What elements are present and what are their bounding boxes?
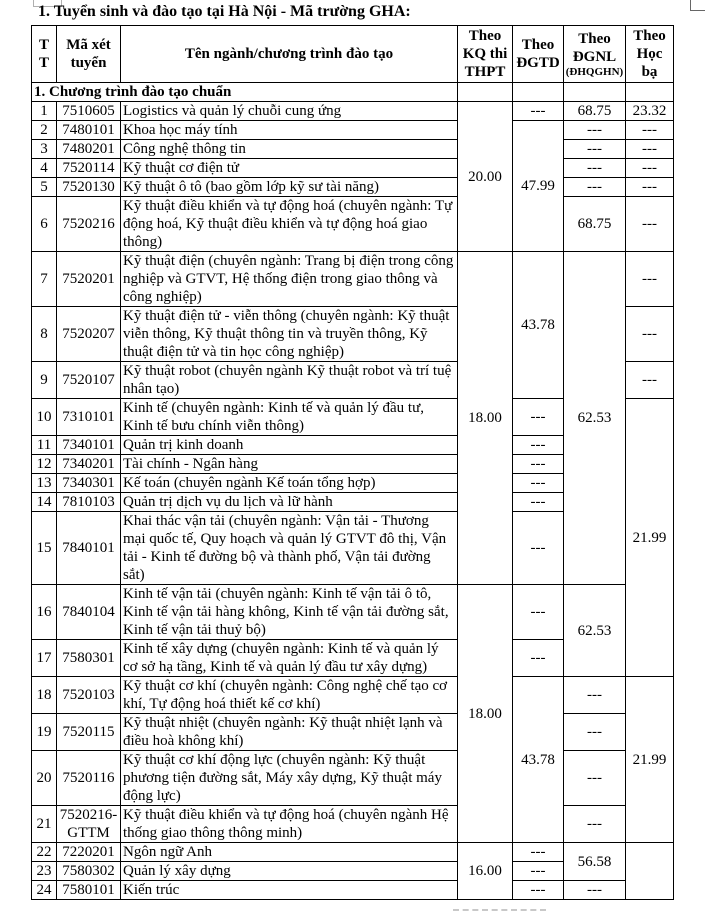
dgtd-score-cell: ---: [513, 102, 564, 121]
tt-cell: 17: [32, 640, 57, 677]
header-hocba: Theo Học bạ: [626, 26, 674, 83]
dgtd-score-cell: ---: [513, 862, 564, 881]
code-cell: 7220201: [57, 843, 121, 862]
header-dgnl-label: Theo ĐGNL: [572, 30, 617, 65]
dgnl-score-cell: 68.75: [564, 102, 626, 121]
hocba-score-cell: 21.99: [626, 677, 674, 843]
tt-cell: 18: [32, 677, 57, 714]
code-cell: 7580101: [57, 881, 121, 900]
name-cell: Quản trị dịch vụ du lịch và lữ hành: [121, 493, 458, 512]
thpt-score-cell: 18.00: [458, 252, 513, 585]
tt-cell: 5: [32, 178, 57, 197]
page-break-indicator: [453, 909, 546, 911]
tt-cell: 19: [32, 714, 57, 751]
code-cell: 7510605: [57, 102, 121, 121]
window-artifact-top-right: [690, 0, 705, 11]
tt-cell: 4: [32, 159, 57, 178]
table-row: [32, 585, 674, 640]
hocba-score-cell: ---: [626, 140, 674, 159]
name-cell: Tài chính - Ngân hàng: [121, 455, 458, 474]
name-cell: Quản lý xây dựng: [121, 862, 458, 881]
dgnl-score-cell: 62.53: [564, 252, 626, 585]
dgtd-score-cell: ---: [513, 640, 564, 677]
section-title: 1. Chương trình đào tạo chuẩn: [32, 83, 458, 102]
dgtd-score-cell: 43.78: [513, 252, 564, 399]
name-cell: Công nghệ thông tin: [121, 140, 458, 159]
dgtd-score-cell: 47.99: [513, 121, 564, 252]
tt-cell: 22: [32, 843, 57, 862]
dgtd-score-cell: ---: [513, 399, 564, 436]
dgnl-score-cell: ---: [564, 121, 626, 140]
tt-cell: 16: [32, 585, 57, 640]
header-tt: T T: [32, 26, 57, 83]
dgnl-score-cell: ---: [564, 140, 626, 159]
tt-cell: 15: [32, 512, 57, 585]
table-row: [32, 197, 674, 252]
code-cell: 7520130: [57, 178, 121, 197]
dgtd-score-cell: ---: [513, 493, 564, 512]
code-cell: 7580302: [57, 862, 121, 881]
table-row: [32, 252, 674, 307]
thpt-score-cell: 16.00: [458, 843, 513, 900]
hocba-score-cell: ---: [626, 121, 674, 140]
code-cell: 7480101: [57, 121, 121, 140]
dgnl-score-cell: ---: [564, 159, 626, 178]
name-cell: Khoa học máy tính: [121, 121, 458, 140]
tt-cell: 10: [32, 399, 57, 436]
hocba-score-cell: ---: [626, 178, 674, 197]
name-cell: Kỹ thuật điều khiển và tự động hoá (chuyên ngành Hệ thống giao thông thông minh): [121, 806, 458, 843]
name-cell: Kinh tế vận tải (chuyên ngành: Kinh tế vận tải ô tô, Kinh tế vận tải hàng không, Kinh tế vận tải đường sắt, Kinh tế vận tải thuỷ bộ): [121, 585, 458, 640]
code-cell: 7810103: [57, 493, 121, 512]
dgnl-score-cell: ---: [564, 806, 626, 843]
table-row: [32, 178, 674, 197]
tt-cell: 2: [32, 121, 57, 140]
dgnl-score-cell: ---: [564, 751, 626, 806]
tt-cell: 13: [32, 474, 57, 493]
tt-cell: 9: [32, 362, 57, 399]
dgtd-score-cell: ---: [513, 843, 564, 862]
dgtd-score-cell: ---: [513, 455, 564, 474]
tt-cell: 7: [32, 252, 57, 307]
table-row: [32, 102, 674, 121]
header-row: [32, 26, 674, 83]
tt-cell: 8: [32, 307, 57, 362]
table-row: [32, 806, 674, 843]
code-cell: 7520103: [57, 677, 121, 714]
dgnl-score-cell: ---: [564, 677, 626, 714]
table-row: [32, 140, 674, 159]
tt-cell: 21: [32, 806, 57, 843]
header-dgnl-sublabel: (ĐHQGHN): [565, 65, 624, 78]
name-cell: Khai thác vận tải (chuyên ngành: Vận tải - Thương mại quốc tế, Quy hoạch và quản lý GTVT đô thị, Vận tải - Kinh tế đường bộ và thành phố, Vận tải đường sắt): [121, 512, 458, 585]
section-empty-dgtd: [513, 83, 564, 102]
section-empty-dgnl: [564, 83, 626, 102]
dgtd-score-cell: 43.78: [513, 677, 564, 843]
dgtd-score-cell: ---: [513, 512, 564, 585]
code-cell: 7340101: [57, 436, 121, 455]
code-cell: 7840101: [57, 512, 121, 585]
code-cell: 7520114: [57, 159, 121, 178]
dgtd-score-cell: ---: [513, 881, 564, 900]
tt-cell: 6: [32, 197, 57, 252]
dgtd-score-cell: ---: [513, 474, 564, 493]
table-row: [32, 881, 674, 900]
name-cell: Logistics và quản lý chuỗi cung ứng: [121, 102, 458, 121]
section-row: [32, 83, 674, 102]
name-cell: Kế toán (chuyên ngành Kế toán tổng hợp): [121, 474, 458, 493]
tt-cell: 14: [32, 493, 57, 512]
tt-cell: 11: [32, 436, 57, 455]
hocba-score-cell: ---: [626, 252, 674, 307]
name-cell: Kỹ thuật cơ điện tử: [121, 159, 458, 178]
hocba-score-cell: ---: [626, 197, 674, 252]
dgnl-score-cell: ---: [564, 881, 626, 900]
code-cell: 7340201: [57, 455, 121, 474]
header-thpt: Theo KQ thi THPT: [458, 26, 513, 83]
table-row: [32, 751, 674, 806]
name-cell: Kỹ thuật robot (chuyên ngành Kỹ thuật robot và trí tuệ nhân tạo): [121, 362, 458, 399]
code-cell: 7520116: [57, 751, 121, 806]
tt-cell: 12: [32, 455, 57, 474]
dgtd-score-cell: ---: [513, 436, 564, 455]
dgnl-score-cell: ---: [564, 178, 626, 197]
table-row: [32, 714, 674, 751]
header-name: Tên ngành/chương trình đào tạo: [121, 26, 458, 83]
code-cell: 7840104: [57, 585, 121, 640]
dgtd-score-cell: ---: [513, 585, 564, 640]
code-cell: 7520207: [57, 307, 121, 362]
hocba-score-cell: 21.99: [626, 399, 674, 677]
hocba-score-cell: ---: [626, 362, 674, 399]
code-cell: 7520115: [57, 714, 121, 751]
thpt-score-cell: 18.00: [458, 585, 513, 843]
dgnl-score-cell: 68.75: [564, 197, 626, 252]
code-cell: 7340301: [57, 474, 121, 493]
code-cell: 7520107: [57, 362, 121, 399]
name-cell: Kỹ thuật ô tô (bao gồm lớp kỹ sư tài năng): [121, 178, 458, 197]
name-cell: Kỹ thuật nhiệt (chuyên ngành: Kỹ thuật nhiệt lạnh và điều hoà không khí): [121, 714, 458, 751]
name-cell: Kỹ thuật điện tử - viễn thông (chuyên ngành: Kỹ thuật viễn thông, Kỹ thuật thông tin và truyền thông, Kỹ thuật điện tử và tin học công nghiệp): [121, 307, 458, 362]
name-cell: Ngôn ngữ Anh: [121, 843, 458, 862]
code-cell: 7520216: [57, 197, 121, 252]
hocba-score-cell: [626, 843, 674, 900]
code-cell: 7520216-GTTM: [57, 806, 121, 843]
page-title: 1. Tuyển sinh và đào tạo tại Hà Nội - Mã trường GHA:: [38, 3, 411, 20]
name-cell: Kỹ thuật điều khiển và tự động hoá (chuyên ngành: Tự động hoá, Kỹ thuật điều khiển và tự động hoá giao thông): [121, 197, 458, 252]
code-cell: 7520201: [57, 252, 121, 307]
thpt-score-cell: 20.00: [458, 102, 513, 252]
name-cell: Kỹ thuật điện (chuyên ngành: Trang bị điện trong công nghiệp và GTVT, Hệ thống điện trong giao thông và công nghiệp): [121, 252, 458, 307]
dgnl-score-cell: 56.58: [564, 843, 626, 881]
table-row: [32, 843, 674, 862]
hocba-score-cell: ---: [626, 307, 674, 362]
tt-cell: 23: [32, 862, 57, 881]
section-empty-thpt: [458, 83, 513, 102]
header-dgtd: Theo ĐGTD: [513, 26, 564, 83]
dgnl-score-cell: 62.53: [564, 585, 626, 677]
header-code: Mã xét tuyển: [57, 26, 121, 83]
name-cell: Kinh tế (chuyên ngành: Kinh tế và quản lý đầu tư, Kinh tế bưu chính viễn thông): [121, 399, 458, 436]
tt-cell: 24: [32, 881, 57, 900]
table-row: [32, 121, 674, 140]
admission-scores-table: [31, 25, 674, 900]
tt-cell: 3: [32, 140, 57, 159]
tt-cell: 1: [32, 102, 57, 121]
section-empty-hocba: [626, 83, 674, 102]
code-cell: 7480201: [57, 140, 121, 159]
hocba-score-cell: 23.32: [626, 102, 674, 121]
dgnl-score-cell: ---: [564, 714, 626, 751]
table-row: [32, 677, 674, 714]
name-cell: Kinh tế xây dựng (chuyên ngành: Kinh tế và quản lý cơ sở hạ tầng, Kinh tế và quản lý đầu tư xây dựng): [121, 640, 458, 677]
name-cell: Kỹ thuật cơ khí động lực (chuyên ngành: Kỹ thuật phương tiện đường sắt, Máy xây dựng, Kỹ thuật máy động lực): [121, 751, 458, 806]
name-cell: Quản trị kinh doanh: [121, 436, 458, 455]
hocba-score-cell: ---: [626, 159, 674, 178]
name-cell: Kỹ thuật cơ khí (chuyên ngành: Công nghệ chế tạo cơ khí, Tự động hoá thiết kế cơ khí): [121, 677, 458, 714]
tt-cell: 20: [32, 751, 57, 806]
name-cell: Kiến trúc: [121, 881, 458, 900]
header-dgnl: [564, 26, 626, 83]
code-cell: 7310101: [57, 399, 121, 436]
table-row: [32, 159, 674, 178]
code-cell: 7580301: [57, 640, 121, 677]
